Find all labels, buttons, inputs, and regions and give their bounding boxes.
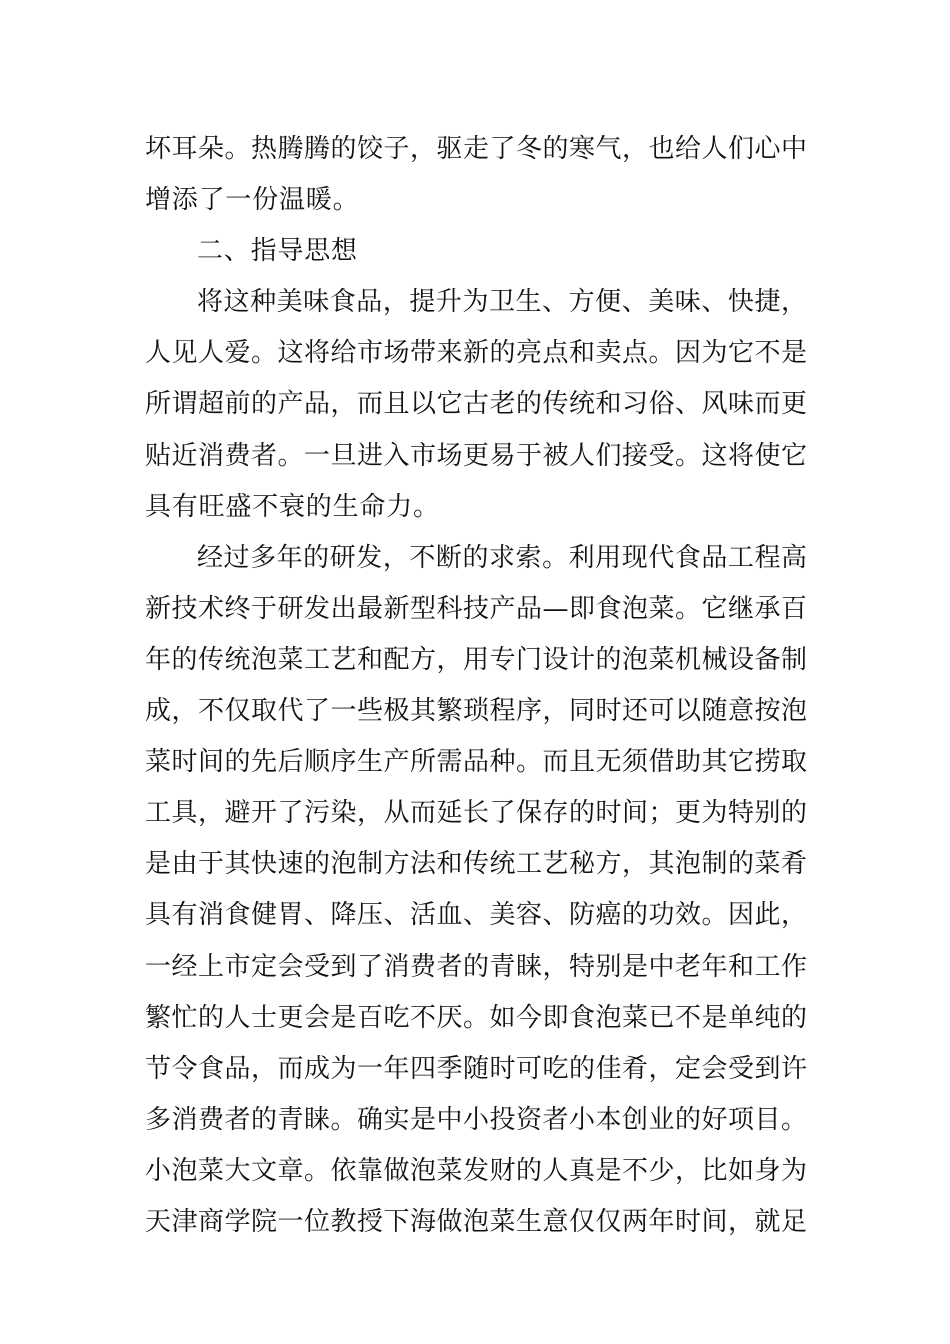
text-line: 多消费者的青睐。确实是中小投资者小本创业的好项目。 bbox=[145, 1104, 807, 1135]
text-line: 人见人爱。这将给市场带来新的亮点和卖点。因为它不是 bbox=[145, 338, 807, 369]
text-line: 成，不仅取代了一些极其繁琐程序，同时还可以随意按泡 bbox=[145, 696, 807, 727]
text-line: 经过多年的研发，不断的求索。利用现代食品工程高 bbox=[197, 542, 807, 573]
text-line: 具有旺盛不衰的生命力。 bbox=[145, 491, 440, 522]
text-line: 坏耳朵。热腾腾的饺子，驱走了冬的寒气，也给人们心中 bbox=[145, 134, 807, 164]
text-line: 具有消食健胃、降压、活血、美容、防癌的功效。因此， bbox=[145, 900, 807, 931]
text-line: 增添了一份温暖。 bbox=[145, 185, 360, 216]
section-heading: 二、指导思想 bbox=[197, 236, 358, 267]
text-line: 繁忙的人士更会是百吃不厌。如今即食泡菜已不是单纯的 bbox=[145, 1002, 807, 1033]
text-line: 是由于其快速的泡制方法和传统工艺秘方，其泡制的菜肴 bbox=[145, 849, 807, 880]
text-line: 所谓超前的产品，而且以它古老的传统和习俗、风味而更 bbox=[145, 389, 807, 420]
text-line: 节令食品，而成为一年四季随时可吃的佳肴，定会受到许 bbox=[145, 1053, 807, 1084]
text-line: 贴近消费者。一旦进入市场更易于被人们接受。这将使它 bbox=[145, 440, 807, 471]
text-line: 小泡菜大文章。依靠做泡菜发财的人真是不少，比如身为 bbox=[145, 1155, 807, 1186]
text-line: 新技术终于研发出最新型科技产品—即食泡菜。它继承百 bbox=[145, 593, 807, 624]
text-line: 年的传统泡菜工艺和配方，用专门设计的泡菜机械设备制 bbox=[145, 644, 807, 675]
text-line: 工具，避开了污染，从而延长了保存的时间；更为特别的 bbox=[145, 798, 807, 829]
document-body bbox=[145, 124, 807, 1248]
text-line: 菜时间的先后顺序生产所需品种。而且无须借助其它捞取 bbox=[145, 747, 807, 778]
text-line: 一经上市定会受到了消费者的青睐，特别是中老年和工作 bbox=[145, 951, 807, 982]
text-line: 天津商学院一位教授下海做泡菜生意仅仅两年时间，就足 bbox=[145, 1206, 807, 1237]
text-line: 将这种美味食品，提升为卫生、方便、美味、快捷， bbox=[197, 287, 807, 318]
